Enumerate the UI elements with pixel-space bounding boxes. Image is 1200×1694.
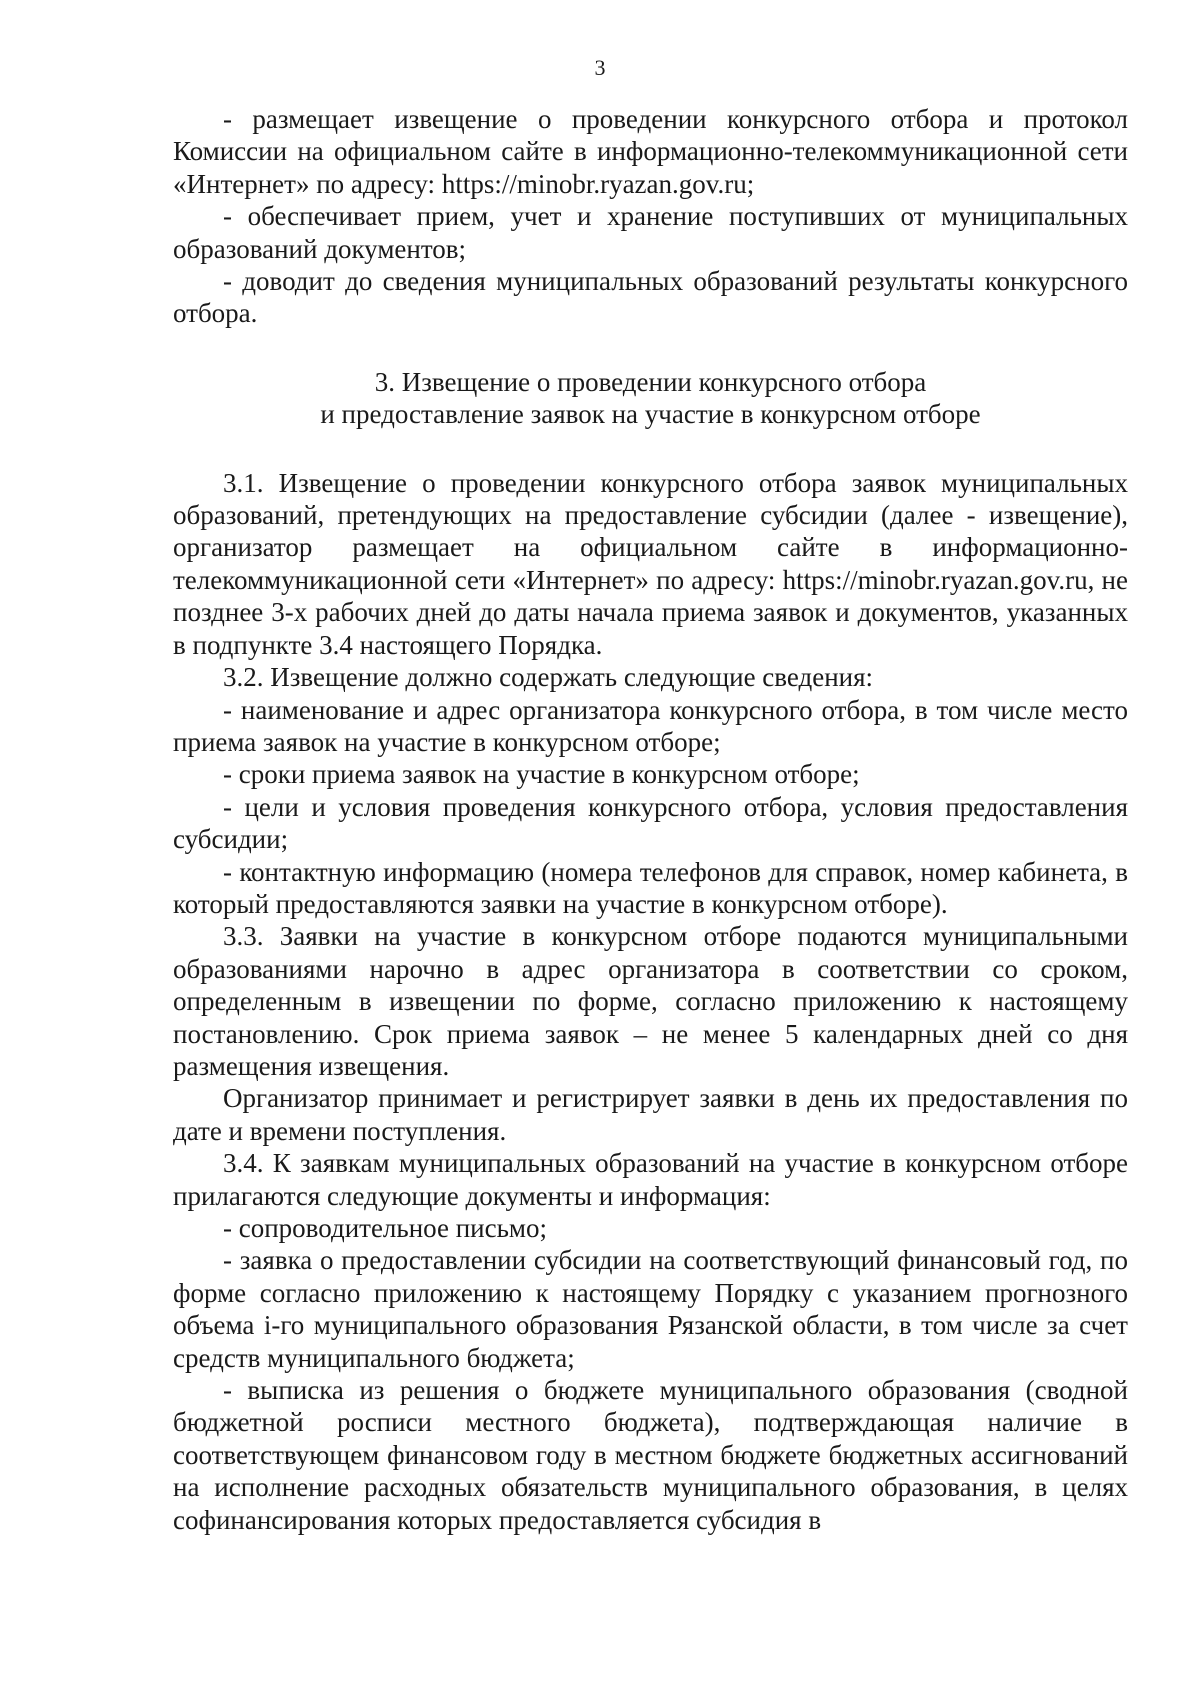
section-heading-line: 3. Извещение о проведении конкурсного отбора bbox=[374, 366, 927, 397]
page-number: 3 bbox=[594, 55, 606, 80]
paragraph: Организатор принимает и регистрирует заявки в день их предоставления по дате и времени поступления. bbox=[173, 1083, 1128, 1146]
paragraph: 3.2. Извещение должно содержать следующие сведения: bbox=[223, 662, 874, 693]
list-item: - цели и условия проведения конкурсного отбора, условия предоставления субсидии; bbox=[173, 791, 1128, 855]
section-heading-line: и предоставление заявок на участие в конкурсном отборе bbox=[320, 399, 981, 430]
list-item: - выписка из решения о бюджете муниципального образования (сводной бюджетной росписи местного бюджета), подтверждающая наличие в соответствующем финансовом году в местном бюджете бюджетных ассигнований на исполнение расходных обязательств муниципального образования, в целях софинансирования которых предоставляется субсидия в bbox=[173, 1375, 1128, 1535]
paragraph: - размещает извещение о проведении конкурсного отбора и протокол Комиссии на официальном сайте в информационно-телекоммуникационной сети «Интернет» по адресу: https://minobr.ryazan.gov.ru; bbox=[173, 104, 1128, 199]
paragraph: 3.4. К заявкам муниципальных образований на участие в конкурсном отборе прилагаются следующие документы и информация: bbox=[173, 1148, 1128, 1211]
section-heading bbox=[173, 366, 1128, 431]
list-item: - контактную информацию (номера телефонов для справок, номер кабинета, в который предоставляются заявки на участие в конкурсном отборе). bbox=[173, 856, 1128, 919]
document-body bbox=[173, 103, 1128, 1536]
paragraph: 3.1. Извещение о проведении конкурсного отбора заявок муниципальных образований, претендующих на предоставление субсидии (далее - извещение), организатор размещает на официальном сайте в информационно-телекоммуникационной сети «Интернет» по адресу: https://minobr.ryazan.gov.ru, не позднее 3-х рабочих дней до даты начала приема заявок и документов, указанных в подпункте 3.4 настоящего Порядка. bbox=[173, 467, 1128, 660]
list-item: - наименование и адрес организатора конкурсного отбора, в том числе место приема заявок на участие в конкурсном отборе; bbox=[173, 694, 1128, 757]
paragraph: 3.3. Заявки на участие в конкурсном отборе подаются муниципальными образованиями нарочно в адрес организатора в соответствии со сроком, определенным в извещении по форме, согласно приложению к настоящему постановлению. Срок приема заявок – не менее 5 календарных дней со дня размещения извещения. bbox=[173, 921, 1128, 1081]
list-item: - сопроводительное письмо; bbox=[223, 1213, 548, 1243]
paragraph: - доводит до сведения муниципальных образований результаты конкурсного отбора. bbox=[173, 266, 1128, 329]
paragraph: - обеспечивает прием, учет и хранение поступивших от муниципальных образований документов; bbox=[173, 201, 1128, 264]
list-item: - заявка о предоставлении субсидии на соответствующий финансовый год, по форме согласно приложению к настоящему Порядку с указанием прогнозного объема i-го муниципального образования Рязанской области, в том числе за счет средств муниципального бюджета; bbox=[173, 1245, 1128, 1373]
list-item: - сроки приема заявок на участие в конкурсном отборе; bbox=[223, 759, 860, 790]
